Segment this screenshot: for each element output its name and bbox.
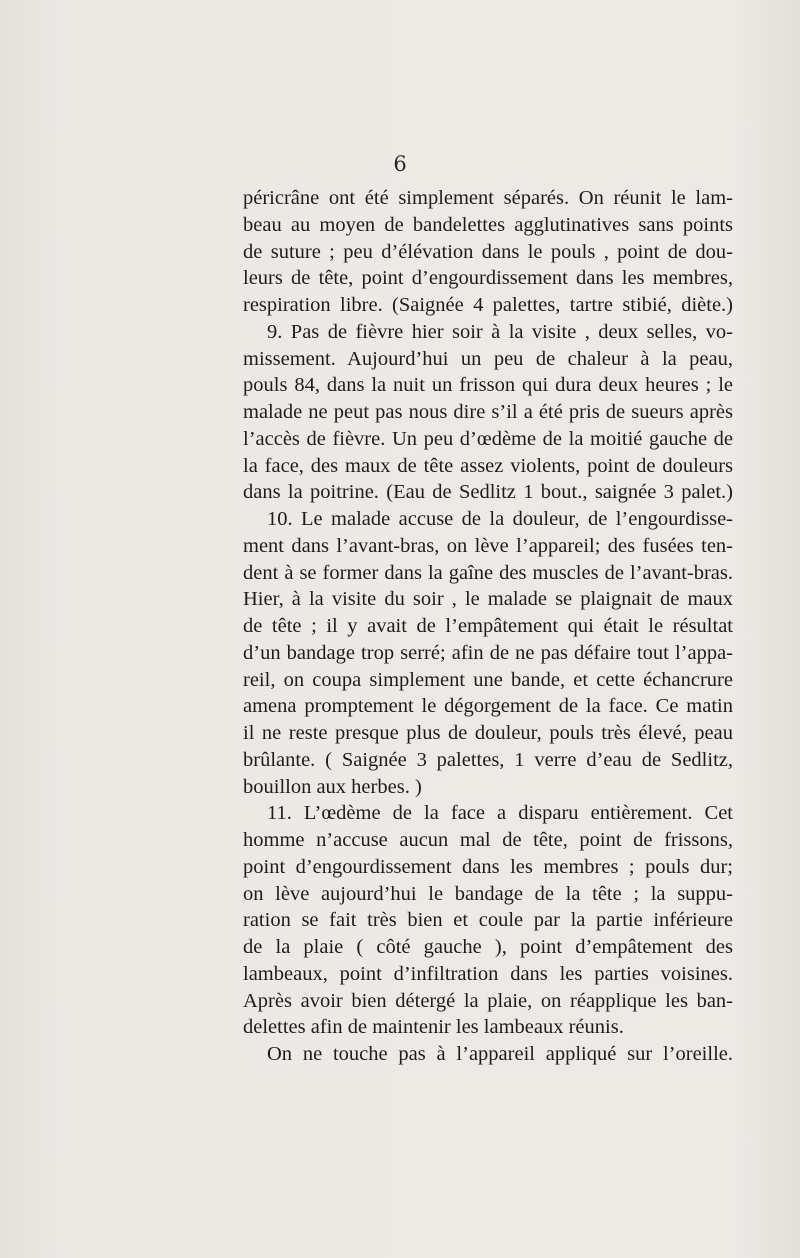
text-line: malade ne peut pas nous dire s’il a été pris de sueurs après: [243, 401, 733, 423]
text-line: missement. Aujourd’hui un peu de chaleur à la peau,: [243, 347, 733, 370]
text-line: ration se fait très bien et coule par la partie inférieure: [243, 909, 733, 932]
text-line: il ne reste presque plus de douleur, pouls très élevé, peau: [243, 722, 733, 744]
text-line: l’accès de fièvre. Un peu d’œdème de la moitié gauche de: [243, 427, 733, 450]
text-line: la face, des maux de tête assez violents, point de douleurs: [243, 454, 733, 477]
text-line: pouls 84, dans la nuit un frisson qui dura deux heures ; le: [243, 374, 733, 397]
text-line: brûlante. ( Saignée 3 palettes, 1 verre d’eau de Sedlitz,: [243, 748, 733, 771]
text-line: ment dans l’avant-bras, on lève l’appareil; des fusées ten-: [243, 534, 733, 557]
text-line: homme n’accuse aucun mal de tête, point de frissons,: [243, 829, 733, 851]
text-line: amena promptement le dégorgement de la face. Ce matin: [243, 695, 733, 718]
text-line: On ne touche pas à l’appareil appliqué sur l’oreille.: [267, 1043, 733, 1065]
text-line: respiration libre. (Saignée 4 palettes, tartre stibié, diète.): [243, 294, 733, 316]
text-line: reil, on coupa simplement une bande, et cette échancrure: [243, 668, 733, 691]
text-line: delettes afin de maintenir les lambeaux réunis.: [243, 1016, 624, 1039]
text-line: de tête ; il y avait de l’empâtement qui était le résultat: [243, 615, 733, 637]
text-line: péricrâne ont été simplement séparés. On réunit le lam-: [243, 187, 733, 209]
text-line: on lève aujourd’hui le bandage de la tête ; la suppu-: [243, 882, 733, 905]
body-text: [243, 185, 733, 1068]
text-line: 9. Pas de fièvre hier soir à la visite , deux selles, vo-: [267, 320, 733, 343]
text-line: lambeaux, point d’infiltration dans les parties voisines.: [243, 962, 733, 985]
text-line: point d’engourdissement dans les membres ; pouls dur;: [243, 855, 733, 878]
text-line: Hier, à la visite du soir , le malade se plaignait de maux: [243, 588, 733, 611]
text-line: 11. L’œdème de la face a disparu entièrement. Cet: [267, 802, 733, 825]
text-line: beau au moyen de bandelettes agglutinatives sans points: [243, 213, 733, 236]
text-line: bouillon aux herbes. ): [243, 775, 422, 798]
text-line: de suture ; peu d’élévation dans le pouls , point de dou-: [243, 240, 733, 263]
text-line: dans la poitrine. (Eau de Sedlitz 1 bout., saignée 3 palet.): [243, 481, 733, 504]
text-line: d’un bandage trop serré; afin de ne pas défaire tout l’appa-: [243, 641, 733, 664]
text-line: 10. Le malade accuse de la douleur, de l’engourdisse-: [267, 508, 733, 530]
page-number: 6: [393, 152, 407, 176]
text-line: Après avoir bien détergé la plaie, on réapplique les ban-: [243, 989, 733, 1012]
text-line: de la plaie ( côté gauche ), point d’empâtement des: [243, 936, 733, 958]
text-line: dent à se former dans la gaîne des muscles de l’avant-bras.: [243, 561, 733, 584]
text-line: leurs de tête, point d’engourdissement dans les membres,: [243, 267, 733, 290]
